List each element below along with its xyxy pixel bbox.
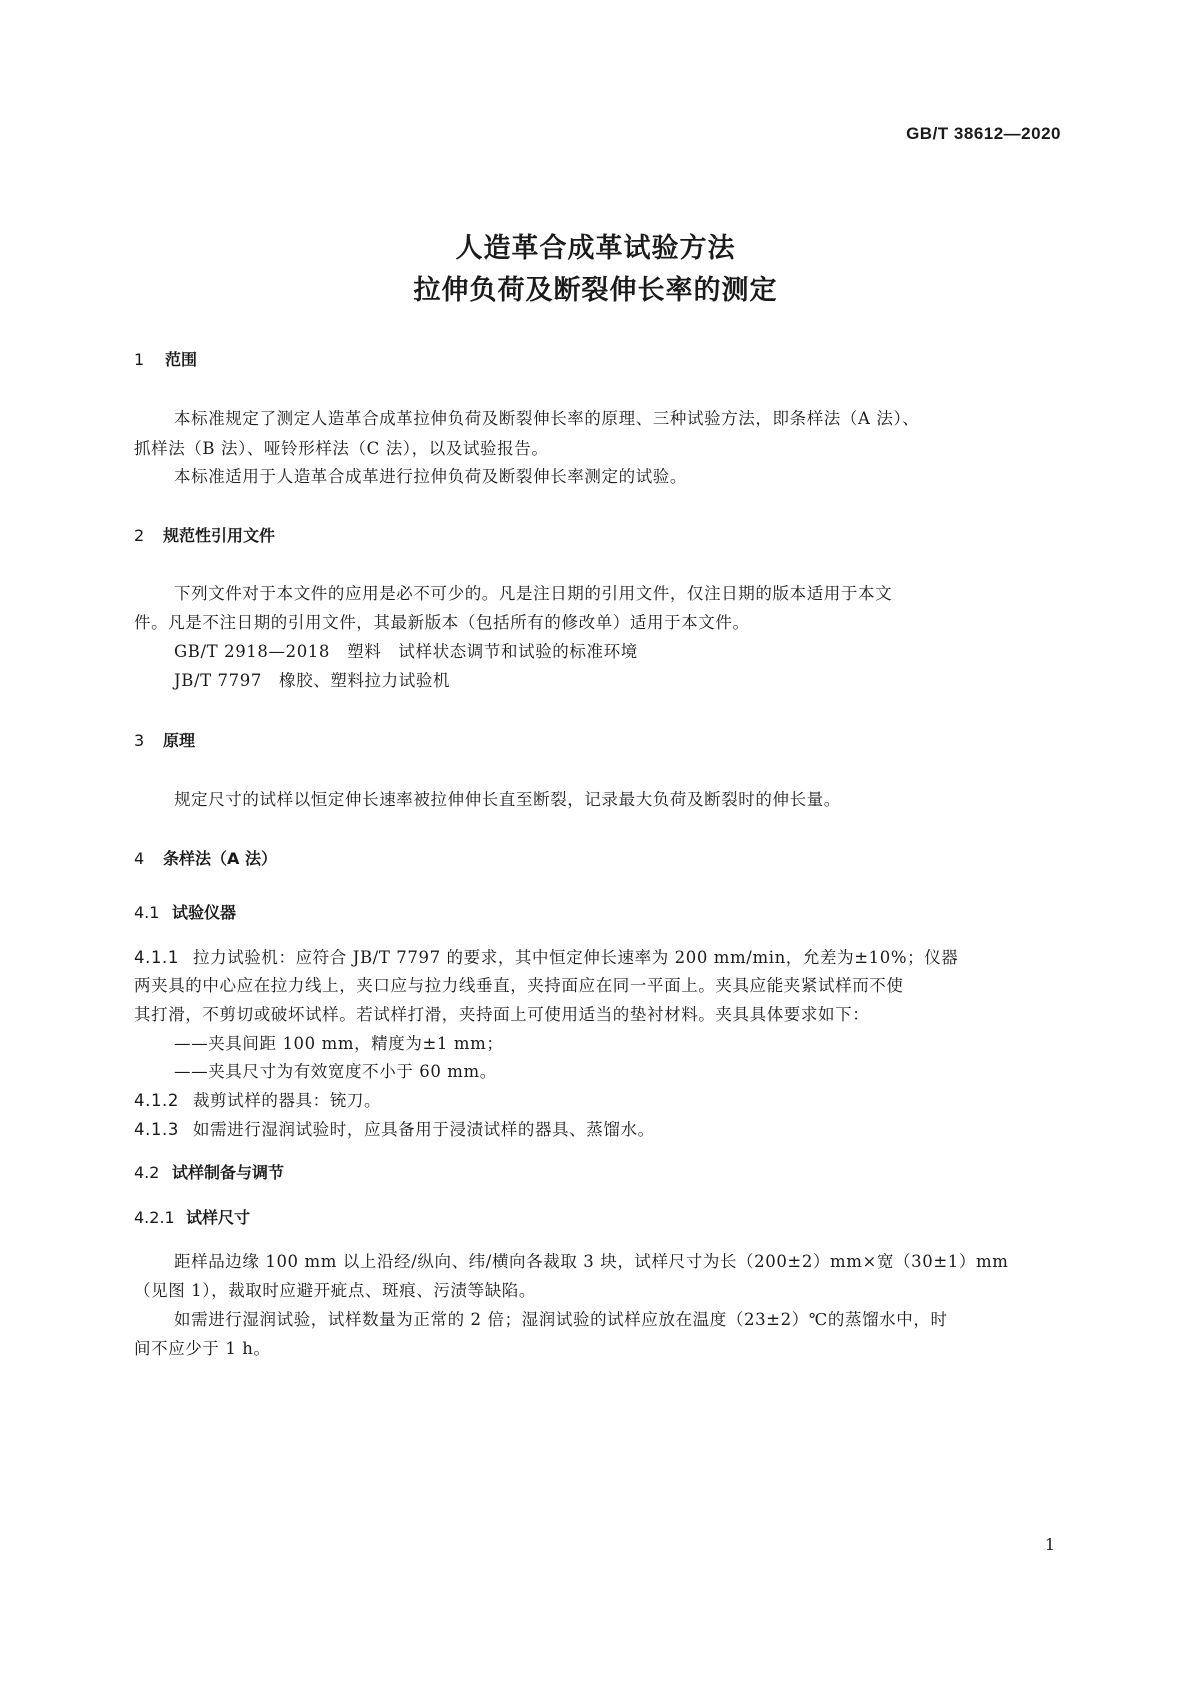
section-title: 条样法（A 法）	[163, 849, 277, 868]
normative-reference: JB/T 7797 橡胶、塑料拉力试验机	[174, 671, 451, 690]
section-title: 试样制备与调节	[172, 1163, 285, 1182]
section-4-2-heading	[134, 1160, 284, 1183]
section-number: 4	[134, 849, 145, 868]
clause-number: 4.1.2	[134, 1091, 179, 1110]
paragraph-line: 本标准适用于人造革合成革进行拉伸负荷及断裂伸长率测定的试验。	[174, 467, 687, 486]
section-4-heading	[134, 846, 277, 869]
section-number: 3	[134, 731, 145, 750]
section-number: 2	[134, 526, 145, 545]
paragraph-line: 规定尺寸的试样以恒定伸长速率被拉伸伸长直至断裂，记录最大负荷及断裂时的伸长量。	[174, 790, 841, 809]
paragraph-line: 如需进行湿润试验，试样数量为正常的 2 倍；湿润试验的试样应放在温度（23±2）℃的蒸馏水中，时	[174, 1310, 948, 1329]
clause-text: 拉力试验机：应符合 JB/T 7797 的要求，其中恒定伸长速率为 200 mm/min，允差为±10%；仪器	[192, 948, 959, 967]
clause-4-1-2	[134, 1087, 381, 1111]
section-title: 原理	[163, 731, 196, 750]
dash-list-item: ——夹具尺寸为有效宽度不小于 60 mm。	[174, 1062, 497, 1081]
section-3-heading	[134, 728, 195, 751]
paragraph-line: 抓样法（B 法）、哑铃形样法（C 法），以及试验报告。	[134, 439, 549, 458]
clause-number: 4.1.1	[134, 948, 179, 967]
paragraph-line: 件。凡是不注日期的引用文件，其最新版本（包括所有的修改单）适用于本文件。	[134, 613, 750, 632]
normative-reference: GB/T 2918—2018 塑料 试样状态调节和试验的标准环境	[174, 642, 638, 661]
paragraph-line: 其打滑，不剪切或破坏试样。若试样打滑，夹持面上可使用适当的垫衬材料。夹具具体要求如下：	[134, 1005, 870, 1024]
clause-4-1-3	[134, 1116, 655, 1140]
document-title-line1: 人造革合成革试验方法	[455, 233, 736, 264]
paragraph-line: （见图 1），裁取时应避开疵点、斑痕、污渍等缺陷。	[134, 1281, 536, 1300]
dash-list-item: ——夹具间距 100 mm，精度为±1 mm；	[174, 1034, 504, 1053]
section-1-heading	[134, 347, 197, 370]
section-title: 范围	[165, 350, 198, 369]
page-number: 1	[1044, 1535, 1055, 1554]
document-title-line2: 拉伸负荷及断裂伸长率的测定	[413, 275, 778, 306]
section-number: 4.1	[134, 903, 160, 922]
section-number: 4.2.1	[134, 1208, 175, 1227]
section-4-2-1-heading	[134, 1205, 250, 1228]
paragraph-line: 下列文件对于本文件的应用是必不可少的。凡是注日期的引用文件，仅注日期的版本适用于本文	[174, 584, 893, 603]
section-2-heading	[134, 523, 275, 546]
paragraph-line: 间不应少于 1 h。	[134, 1339, 271, 1358]
clause-text: 裁剪试样的器具：铳刀。	[192, 1091, 382, 1110]
paragraph-line: 距样品边缘 100 mm 以上沿经/纵向、纬/横向各裁取 3 块，试样尺寸为长（200±2）mm×宽（30±1）mm	[174, 1252, 1009, 1271]
section-number: 1	[134, 350, 145, 369]
paragraph-line: 两夹具的中心应在拉力线上，夹口应与拉力线垂直，夹持面应在同一平面上。夹具应能夹紧试样而不使	[134, 976, 904, 995]
standard-number: GB/T 38612—2020	[906, 124, 1061, 143]
section-4-1-heading	[134, 900, 236, 923]
clause-number: 4.1.3	[134, 1120, 179, 1139]
paragraph-line: 本标准规定了测定人造革合成革拉伸负荷及断裂伸长率的原理、三种试验方法，即条样法（A 法）、	[174, 409, 920, 428]
section-number: 4.2	[134, 1163, 160, 1182]
section-title: 试验仪器	[172, 903, 237, 922]
section-title: 试样尺寸	[186, 1208, 251, 1227]
clause-text: 如需进行湿润试验时，应具备用于浸渍试样的器具、蒸馏水。	[192, 1120, 655, 1139]
clause-4-1-1	[134, 944, 958, 968]
section-title: 规范性引用文件	[163, 526, 276, 545]
